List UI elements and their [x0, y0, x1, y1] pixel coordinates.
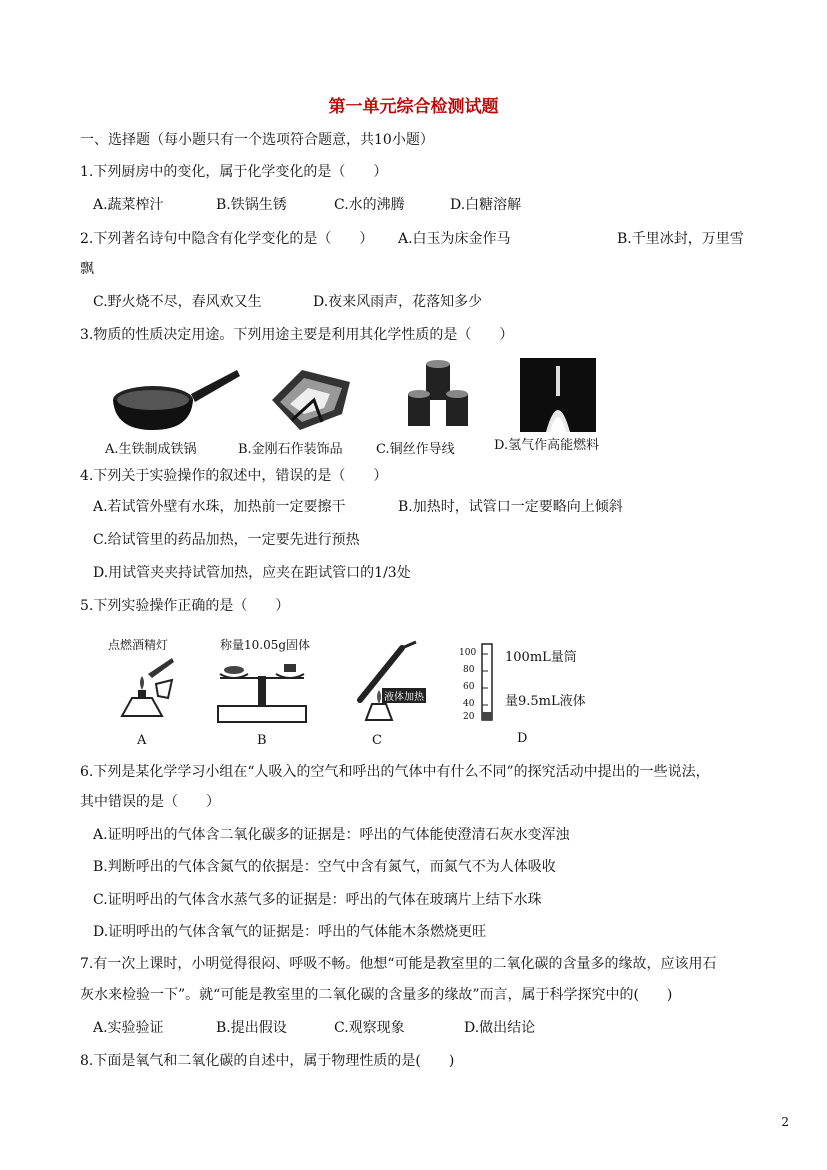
- q6-option-c: C.证明呼出的气体含水蒸气多的证据是：呼出的气体在玻璃片上结下水珠: [93, 892, 542, 908]
- q4-option-d: D.用试管夹夹持试管加热，应夹在距试管口的1/3处: [93, 565, 411, 581]
- q5-tick-40: 40: [463, 699, 475, 709]
- q4-option-a: A.若试管外壁有水珠，加热前一定要擦干: [93, 499, 346, 515]
- q5-label-d-top: 100mL量筒: [505, 650, 577, 665]
- wok-image: [105, 358, 245, 438]
- q5-label-a: 点燃酒精灯: [108, 638, 169, 652]
- q4-option-b: B.加热时，试管口一定要略向上倾斜: [398, 499, 623, 515]
- hydrogen-rocket-image: [520, 358, 600, 434]
- q7-option-b: B.提出假设: [216, 1020, 287, 1036]
- q6-stem-line2: 其中错误的是（ ）: [80, 794, 220, 810]
- q5-label-d-bottom: 量9.5mL液体: [505, 694, 586, 709]
- q3-caption-b: B.金刚石作装饰品: [238, 442, 343, 457]
- q6-option-d: D.证明呼出的气体含氧气的证据是：呼出的气体能木条燃烧更旺: [93, 924, 487, 940]
- q5-stem: 5.下列实验操作正确的是（ ）: [80, 598, 290, 614]
- q5-tick-100: 100: [459, 648, 477, 658]
- q7-option-d: D.做出结论: [464, 1020, 536, 1036]
- q1-option-c: C.水的沸腾: [334, 197, 405, 213]
- q2-option-a: A.白玉为床金作马: [398, 231, 511, 247]
- q2-option-c: C.野火烧不尽，春风欢又生: [93, 294, 262, 310]
- q2-stem: 2.下列著名诗句中隐含有化学变化的是（ ）: [80, 231, 374, 247]
- q4-stem: 4.下列关于实验操作的叙述中，错误的是（ ）: [80, 468, 388, 484]
- q7-option-a: A.实验验证: [93, 1020, 164, 1036]
- q6-stem-line1: 6.下列是某化学学习小组在“人吸入的空气和呼出的气体中有什么不同”的探究活动中提出的一些说法，: [80, 764, 710, 780]
- q2-option-b: B.千里冰封，万里雪: [617, 231, 744, 247]
- q1-stem: 1.下列厨房中的变化，属于化学变化的是（ ）: [80, 164, 388, 180]
- q3-caption-a: A.生铁制成铁锅: [105, 442, 197, 457]
- q1-option-d: D.白糖溶解: [450, 197, 522, 213]
- q5-label-c: 液体加热: [382, 688, 426, 703]
- q3-caption-d: D.氢气作高能燃料: [494, 438, 600, 453]
- balance-image: [212, 652, 312, 726]
- alcohol-lamp-image: [112, 654, 182, 724]
- q4-option-c: C.给试管里的药品加热，一定要先进行预热: [93, 532, 360, 548]
- q6-option-a: A.证明呼出的气体含二氧化碳多的证据是：呼出的气体能使澄清石灰水变浑浊: [93, 827, 570, 843]
- q5-letter-b: B: [257, 733, 267, 748]
- q5-letter-a: A: [137, 733, 147, 748]
- q5-tick-80: 80: [463, 665, 475, 675]
- section-heading: 一、选择题（每小题只有一个选项符合题意，共10小题）: [80, 132, 434, 148]
- q7-stem-line2: 灰水来检验一下”。就“可能是教室里的二氧化碳的含量多的缘故”而言，属于科学探究中的( ): [80, 987, 673, 1003]
- q5-tick-20: 20: [463, 712, 475, 722]
- q1-option-b: B.铁锅生锈: [216, 197, 287, 213]
- diamond-ring-image: [262, 360, 362, 438]
- q1-option-a: A.蔬菜榨汁: [93, 197, 164, 213]
- page-title: 第一单元综合检测试题: [328, 97, 499, 117]
- q7-option-c: C.观察现象: [334, 1020, 405, 1036]
- q8-stem: 8.下面是氧气和二氧化碳的自述中，属于物理性质的是( ): [80, 1053, 455, 1069]
- q2-option-b-continued: 飘: [80, 261, 94, 277]
- q5-letter-d: D: [517, 731, 528, 746]
- page-number: 2: [781, 1115, 789, 1129]
- q5-letter-c: C: [372, 733, 382, 748]
- q7-stem-line1: 7.有一次上课时，小明觉得很闷、呼吸不畅。他想“可能是教室里的二氧化碳的含量多的缘故，应该用石: [80, 956, 717, 972]
- q3-stem: 3.物质的性质决定用途。下列用途主要是利用其化学性质的是（ ）: [80, 327, 514, 343]
- test-tube-heating-image: [346, 640, 426, 726]
- copper-wire-image: [400, 360, 480, 432]
- q6-option-b: B.判断呼出的气体含氮气的依据是：空气中含有氮气，而氮气不为人体吸收: [93, 859, 556, 875]
- q3-caption-c: C.铜丝作导线: [376, 442, 455, 457]
- q2-option-d: D.夜来风雨声，花落知多少: [313, 294, 483, 310]
- q5-label-b: 称量10.05g固体: [220, 638, 311, 652]
- q5-tick-60: 60: [463, 682, 475, 692]
